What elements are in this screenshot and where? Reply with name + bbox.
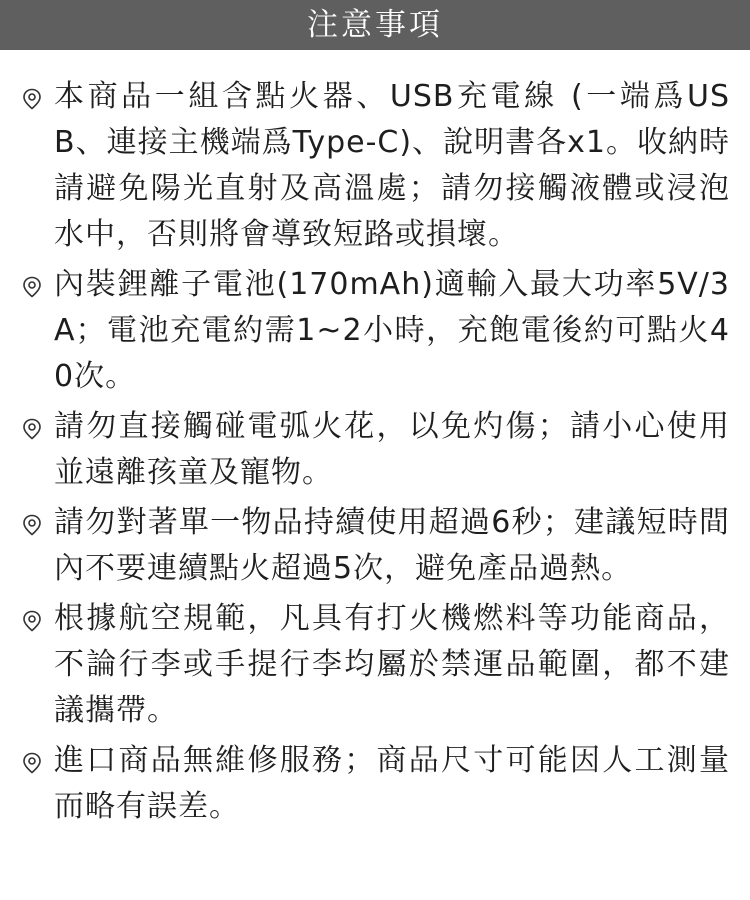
note-text: 內裝鋰離子電池(170mAh)適輸入最大功率5V/3A；電池充電約需1~2小時，充飽電後約可點火40次。 — [54, 267, 730, 394]
note-text: 根據航空規範，凡具有打火機燃料等功能商品，不論行李或手提行李均屬於禁運品範圍，都不建議攜帶。 — [54, 601, 730, 728]
location-pin-icon — [20, 275, 44, 299]
location-pin-icon — [20, 87, 44, 111]
page-title: 注意事項 — [307, 6, 443, 43]
note-text: 進口商品無維修服務；商品尺寸可能因人工測量而略有誤差。 — [54, 743, 730, 824]
note-text: 請勿直接觸碰電弧火花，以免灼傷；請小心使用並遠離孩童及寵物。 — [54, 409, 730, 490]
location-pin-icon — [20, 609, 44, 633]
list-item — [0, 262, 750, 400]
notes-list — [0, 74, 750, 834]
note-text: 本商品一組含點火器、USB充電線 (一端爲USB、連接主機端爲Type-C)、說明書各x1。收納時請避免陽光直射及高溫處；請勿接觸液體或浸泡水中，否則將會導致短路或損壞。 — [54, 79, 730, 252]
note-text: 請勿對著單一物品持續使用超過6秒；建議短時間內不要連續點火超過5次，避免產品過熱。 — [54, 505, 730, 586]
location-pin-icon — [20, 751, 44, 775]
list-item — [0, 404, 750, 496]
list-item — [0, 74, 750, 258]
header-bar — [0, 0, 750, 50]
list-item — [0, 738, 750, 830]
list-item — [0, 500, 750, 592]
location-pin-icon — [20, 417, 44, 441]
location-pin-icon — [20, 513, 44, 537]
list-item — [0, 596, 750, 734]
